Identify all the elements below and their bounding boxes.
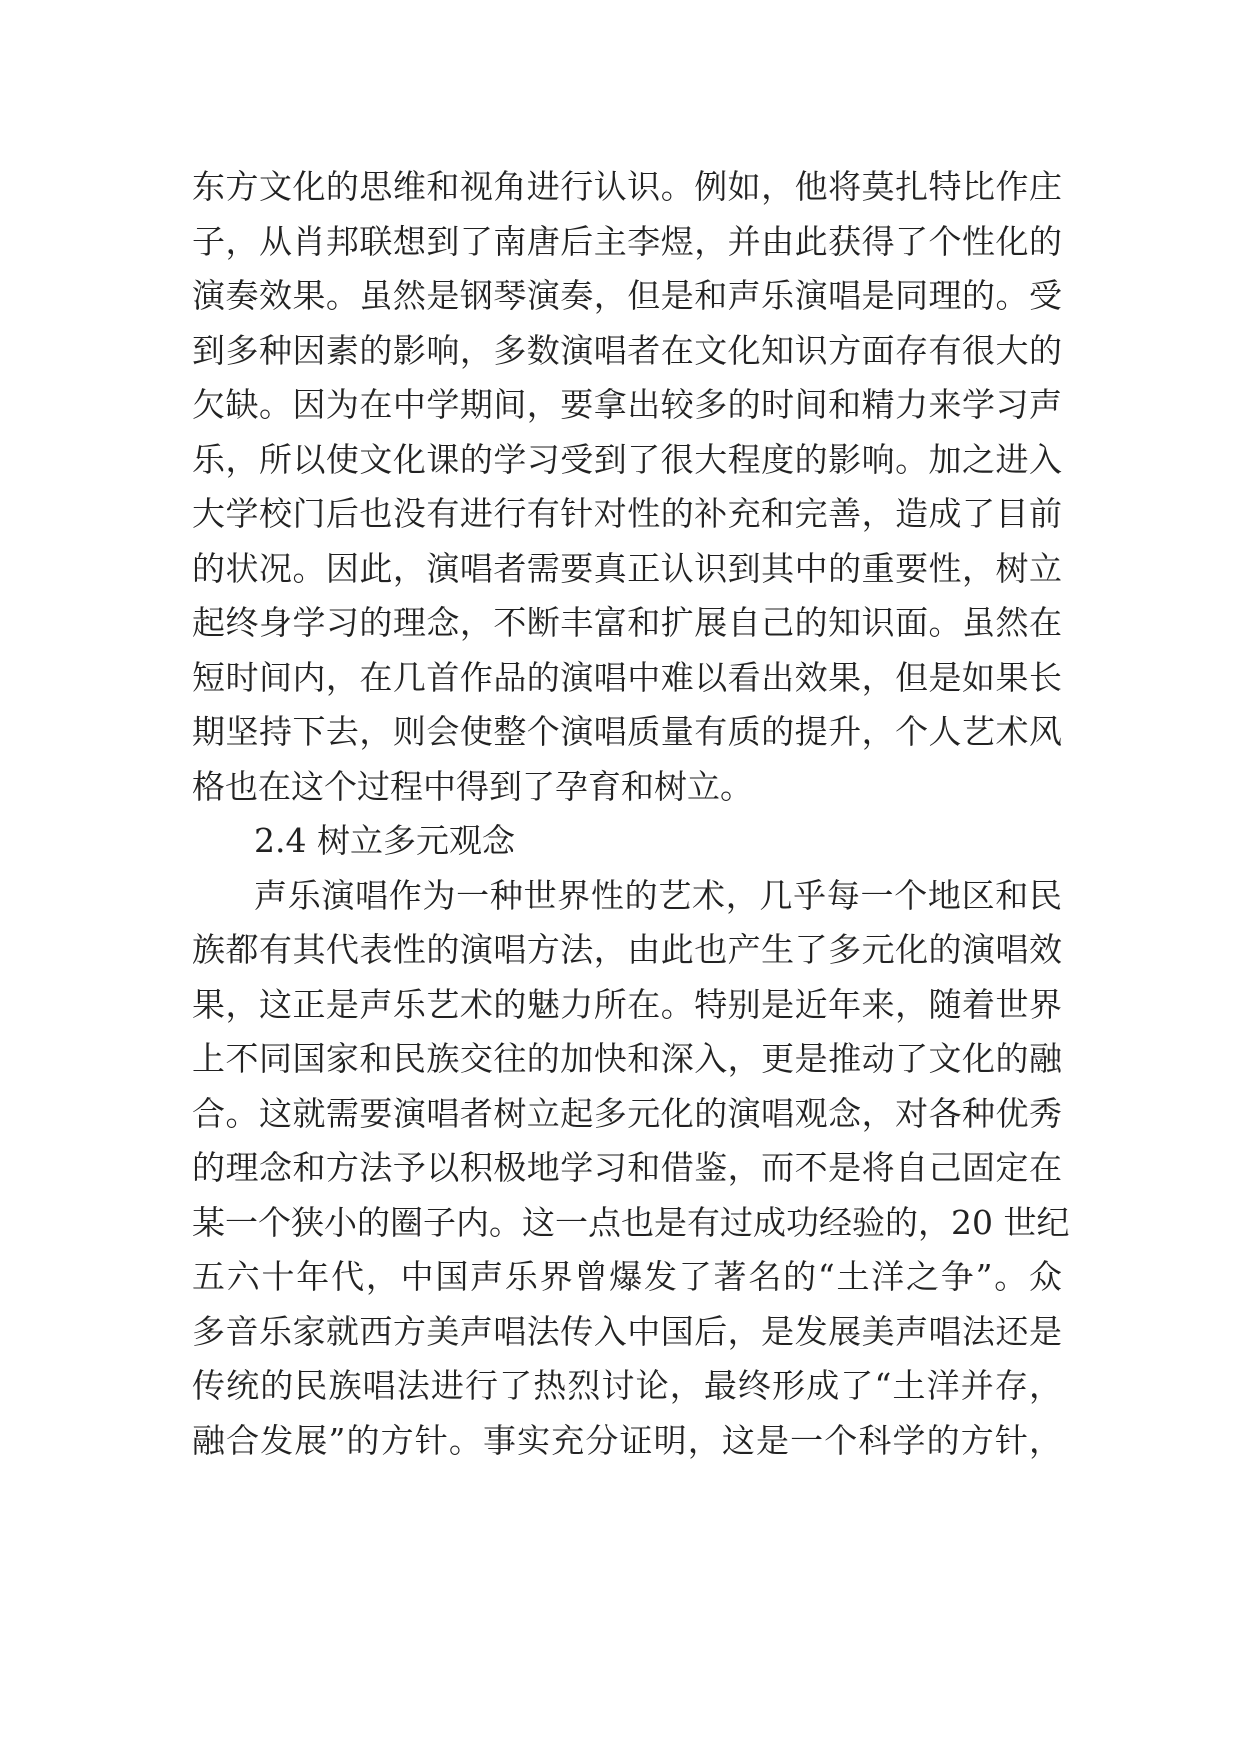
paragraph-line: 合。这就需要演唱者树立起多元化的演唱观念，对各种优秀 (192, 1093, 1062, 1133)
paragraph-line: 上不同国家和民族交往的加快和深入，更是推动了文化的融 (192, 1039, 1062, 1078)
paragraph-line: 传统的民族唱法进行了热烈讨论，最终形成了“土洋并存， (192, 1366, 1062, 1405)
paragraph-line: 果，这正是声乐艺术的魅力所在。特别是近年来，随着世界 (192, 984, 1062, 1024)
paragraph-line: 大学校门后也没有进行有针对性的补充和完善，造成了目前 (192, 494, 1062, 533)
paragraph-line: 短时间内，在几首作品的演唱中难以看出效果，但是如果长 (192, 657, 1062, 697)
paragraph-2 (192, 869, 1070, 1469)
paragraph-1 (192, 160, 1062, 814)
paragraph-line: 东方文化的思维和视角进行认识。例如，他将莫扎特比作庄 (192, 167, 1062, 206)
paragraph-line: 融合发展”的方针。事实充分证明，这是一个科学的方针， (192, 1420, 1062, 1460)
paragraph-line: 期坚持下去，则会使整个演唱质量有质的提升，个人艺术风 (192, 712, 1062, 751)
paragraph-line: 声乐演唱作为一种世界性的艺术，几乎每一个地区和民 (254, 875, 1062, 915)
section-heading: 2.4 树立多元观念 (254, 821, 515, 860)
paragraph-line: 格也在这个过程中得到了孕育和树立。 (192, 766, 753, 806)
paragraph-line: 演奏效果。虽然是钢琴演奏，但是和声乐演唱是同理的。受 (192, 276, 1062, 315)
paragraph-line: 族都有其代表性的演唱方法，由此也产生了多元化的演唱效 (192, 930, 1062, 969)
paragraph-line: 的理念和方法予以积极地学习和借鉴，而不是将自己固定在 (192, 1148, 1062, 1187)
paragraph-line: 欠缺。因为在中学期间，要拿出较多的时间和精力来学习声 (192, 385, 1062, 424)
paragraph-line: 起终身学习的理念，不断丰富和扩展自己的知识面。虽然在 (192, 603, 1062, 642)
paragraph-line: 五六十年代，中国声乐界曾爆发了著名的“土洋之争”。众 (192, 1257, 1062, 1296)
paragraph-line: 某一个狭小的圈子内。这一点也是有过成功经验的，20 世纪 (192, 1202, 1070, 1242)
paragraph-line: 子，从肖邦联想到了南唐后主李煜，并由此获得了个性化的 (192, 221, 1062, 261)
paragraph-line: 乐，所以使文化课的学习受到了很大程度的影响。加之进入 (192, 439, 1062, 479)
body-text (192, 160, 1070, 1468)
paragraph-line: 到多种因素的影响，多数演唱者在文化知识方面存有很大的 (192, 330, 1062, 370)
paragraph-line: 的状况。因此，演唱者需要真正认识到其中的重要性，树立 (192, 548, 1062, 588)
paragraph-line: 多音乐家就西方美声唱法传入中国后，是发展美声唱法还是 (192, 1311, 1062, 1351)
